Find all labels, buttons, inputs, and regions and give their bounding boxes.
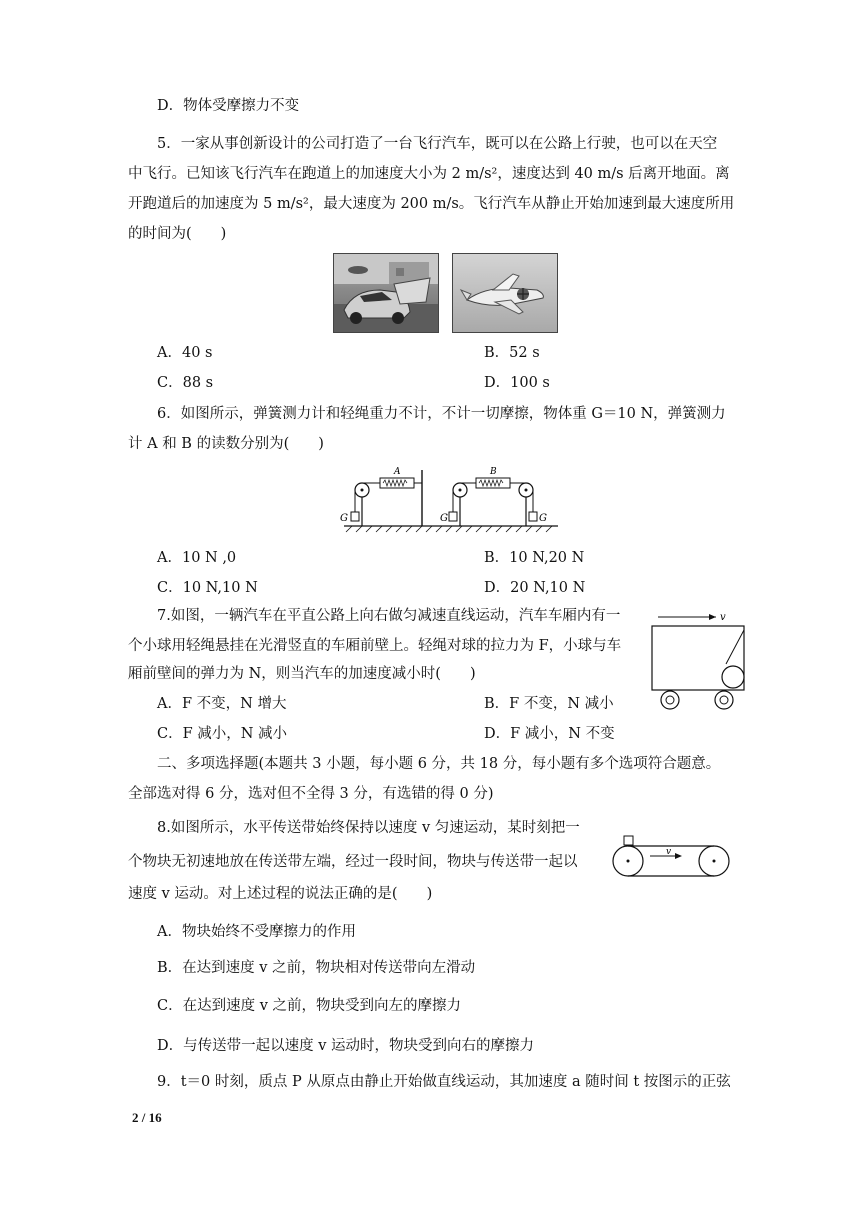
q5-option-b: B．52 s [484, 345, 540, 361]
q9-text-line-1: 9．t＝0 时刻，质点 P 从原点由静止开始做直线运动，其加速度 a 随时间 t 按图示的正弦 [157, 1074, 731, 1090]
q7-option-b: B．F 不变，N 减小 [484, 696, 614, 712]
weight-label-right: G [539, 513, 547, 524]
weight-label-mid: G [440, 513, 448, 524]
spring-a-label: A [394, 467, 401, 477]
weight-label-left: G [340, 513, 348, 524]
truck-velocity-label: v [720, 612, 726, 623]
q7-text-line-1: 7.如图，一辆汽车在平直公路上向右做匀减速直线运动，汽车车厢内有一 [157, 608, 621, 624]
q8-option-c: C．在达到速度 v 之前，物块受到向左的摩擦力 [157, 998, 462, 1014]
q7-text-line-2: 个小球用轻绳悬挂在光滑竖直的车厢前壁上。轻绳对球的拉力为 F，小球与车 [128, 638, 622, 654]
q5-text-line-4: 的时间为( ) [128, 226, 227, 242]
q8-text-line-1: 8.如图所示，水平传送带始终保持以速度 v 匀速运动，某时刻把一 [157, 820, 580, 836]
q7-option-d: D．F 减小，N 不变 [484, 726, 615, 742]
q7-option-c: C．F 减小，N 减小 [157, 726, 288, 742]
option-d-prev: D．物体受摩擦力不变 [157, 98, 300, 114]
q5-text-line-3: 开跑道后的加速度为 5 m/s²，最大速度为 200 m/s。飞行汽车从静止开始加速到最大速度所用 [128, 196, 735, 212]
q6-option-d: D．20 N,10 N [484, 580, 586, 596]
belt-velocity-label: v [666, 847, 672, 857]
q6-option-a: A．10 N ,0 [157, 550, 237, 566]
section-2-instructions: 全部选对得 6 分，选对但不全得 3 分，有选错的得 0 分) [128, 786, 494, 802]
q8-text-line-2: 个物块无初速地放在传送带左端，经过一段时间，物块与传送带一起以 [128, 854, 578, 870]
q5-option-d: D．100 s [484, 375, 550, 391]
q5-option-c: C．88 s [157, 375, 214, 391]
q5-text-line-2: 中飞行。已知该飞行汽车在跑道上的加速度大小为 2 m/s²，速度达到 40 m/s 后离开地面。离 [128, 166, 730, 182]
spring-balance-figure [336, 460, 566, 540]
flying-car-air-photo [452, 253, 558, 333]
q8-option-d: D．与传送带一起以速度 v 运动时，物块受到向右的摩擦力 [157, 1038, 535, 1054]
q6-text-line-2: 计 A 和 B 的读数分别为( ) [128, 436, 324, 452]
q7-text-line-3: 厢前壁间的弹力为 N，则当汽车的加速度减小时( ) [128, 666, 476, 682]
flying-car-road-photo [333, 253, 439, 333]
section-2-heading: 二、多项选择题(本题共 3 小题，每小题 6 分，共 18 分，每小题有多个选项符合题意。 [157, 756, 721, 772]
q5-text-line-1: 5．一家从事创新设计的公司打造了一台飞行汽车，既可以在公路上行驶，也可以在天空 [157, 136, 718, 152]
q6-option-c: C．10 N,10 N [157, 580, 258, 596]
q8-text-line-3: 速度 v 运动。对上述过程的说法正确的是( ) [128, 886, 433, 902]
truck-ball-figure [646, 608, 750, 714]
q8-option-a: A．物块始终不受摩擦力的作用 [157, 924, 356, 940]
q6-option-b: B．10 N,20 N [484, 550, 585, 566]
q5-option-a: A．40 s [157, 345, 213, 361]
q6-text-line-1: 6．如图所示，弹簧测力计和轻绳重力不计，不计一切摩擦，物体重 G＝10 N，弹簧测力 [157, 406, 726, 422]
page-number: 2 / 16 [132, 1110, 162, 1125]
spring-b-label: B [490, 467, 497, 477]
conveyor-belt-figure [610, 834, 734, 882]
q8-option-b: B．在达到速度 v 之前，物块相对传送带向左滑动 [157, 960, 476, 976]
q7-option-a: A．F 不变，N 增大 [157, 696, 287, 712]
